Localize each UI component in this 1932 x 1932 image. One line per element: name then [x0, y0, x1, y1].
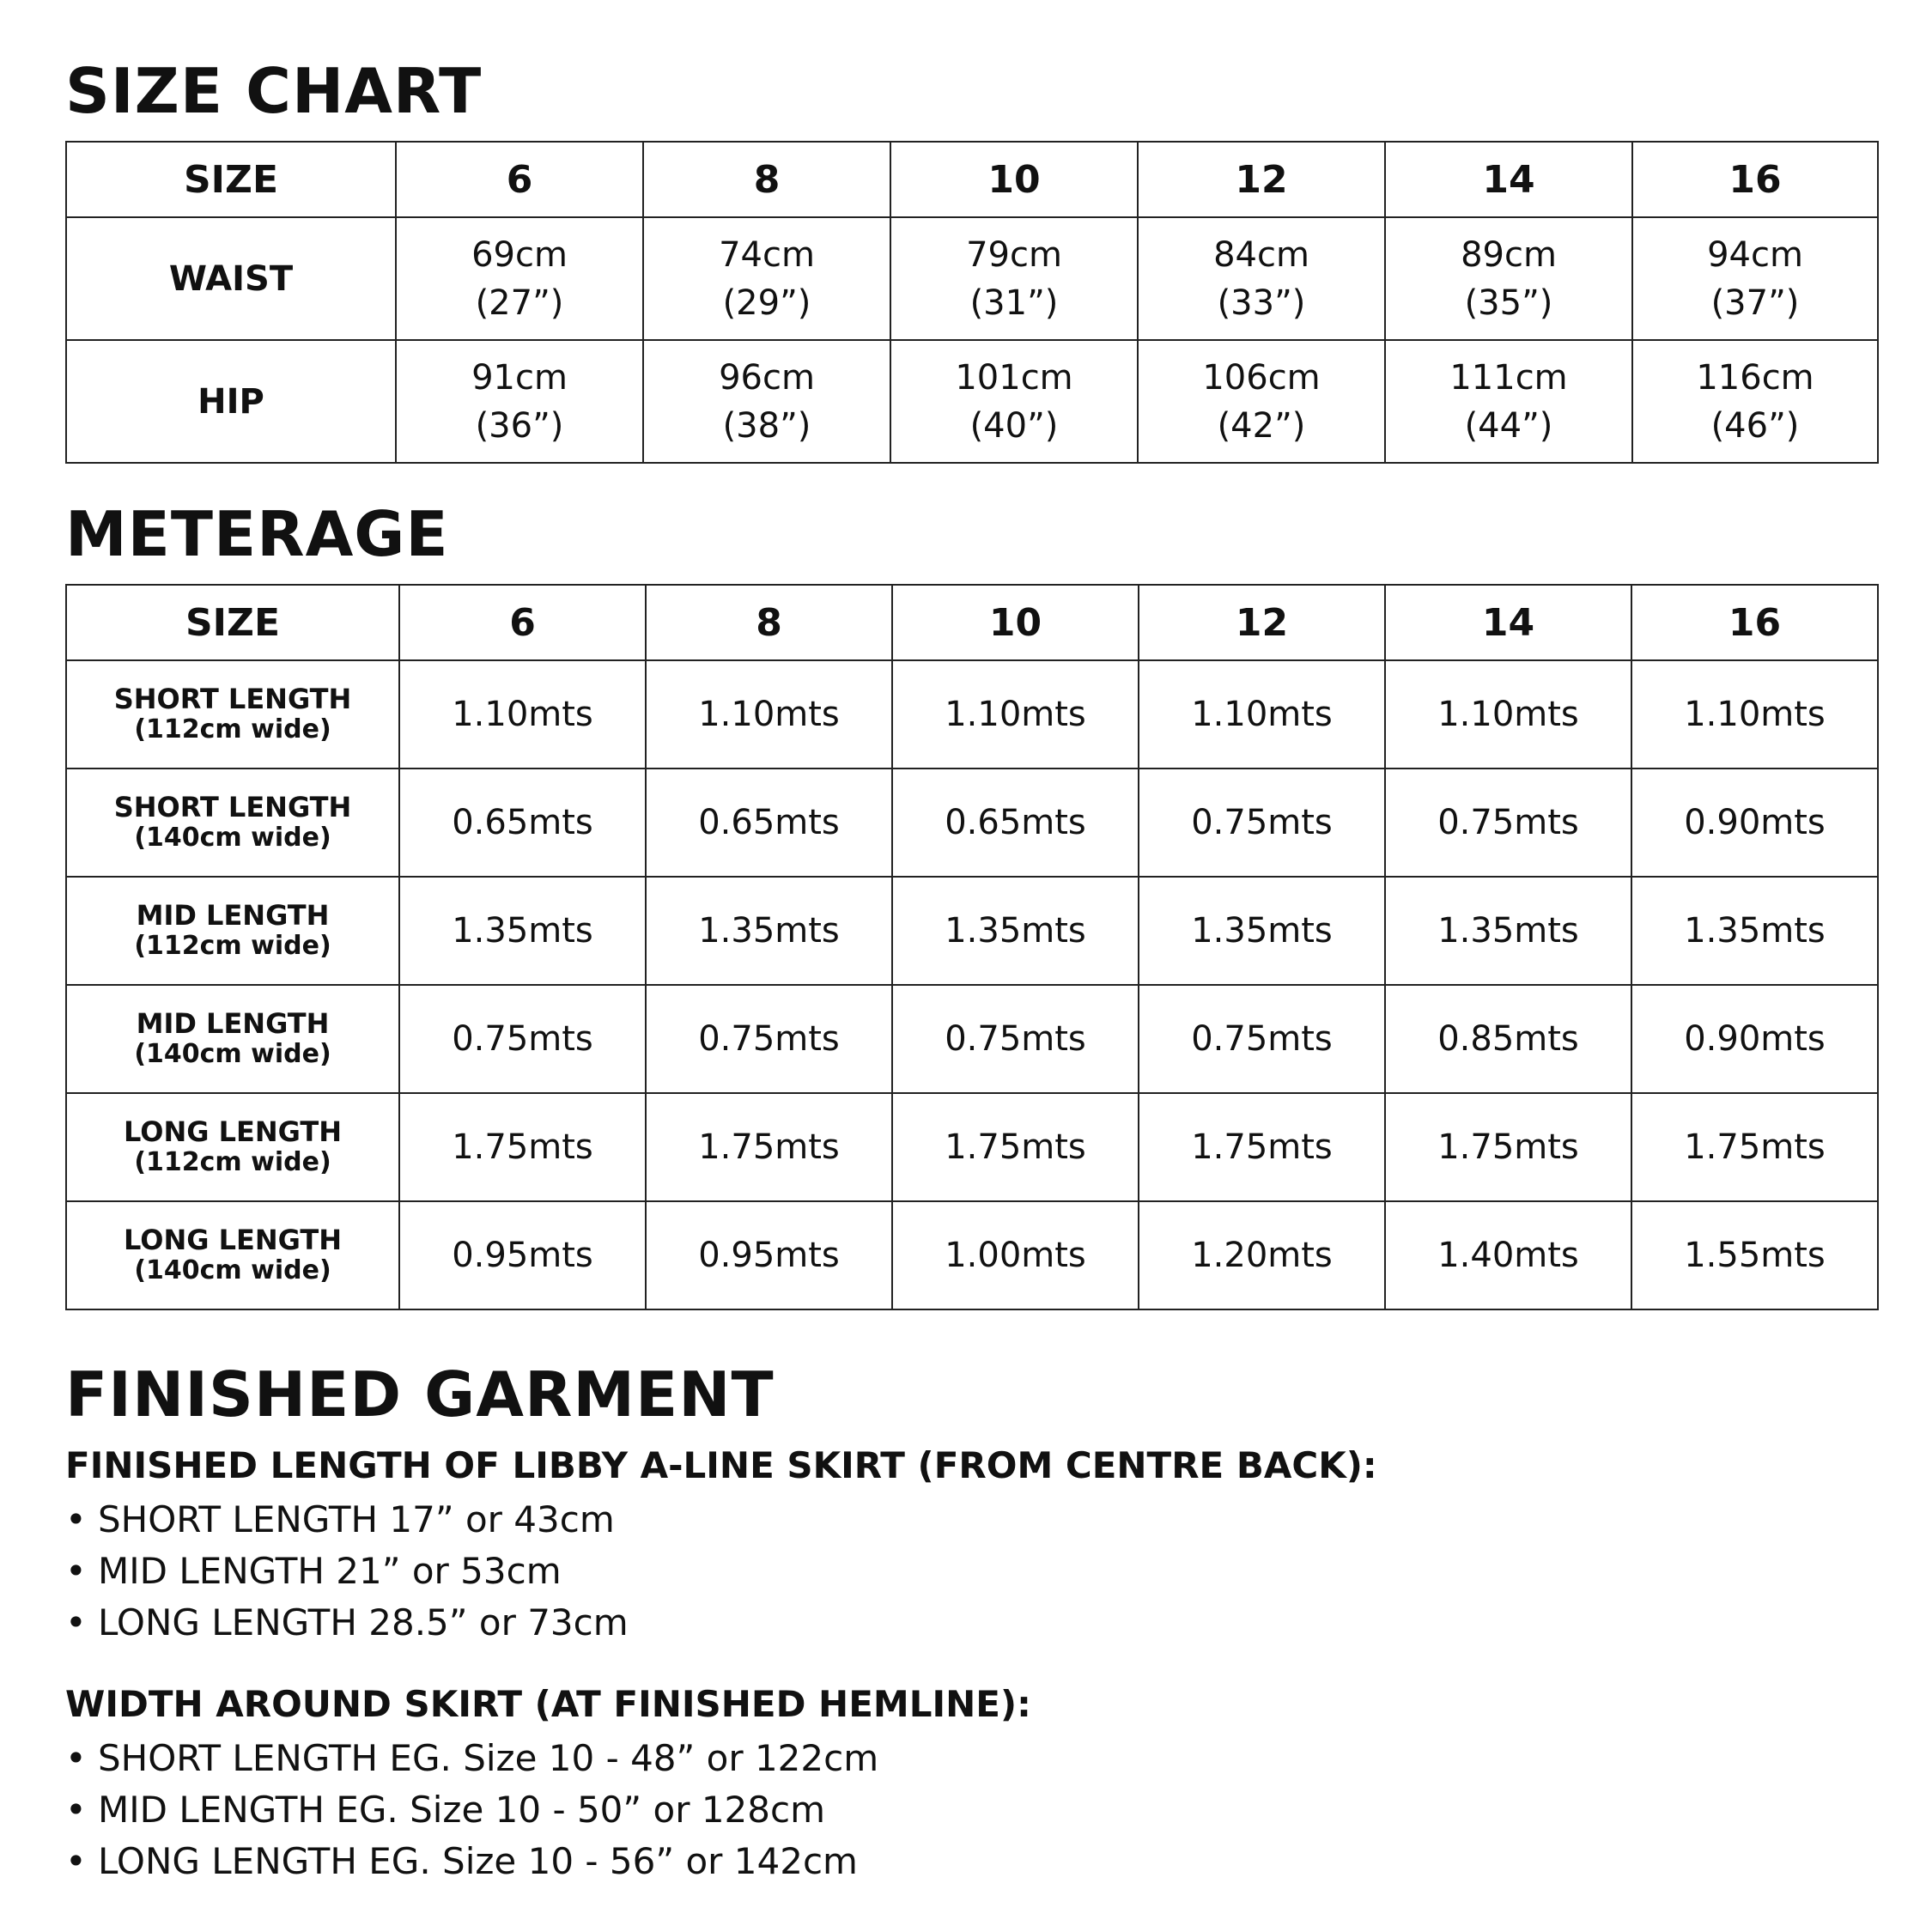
- row-label-main: LONG LENGTH: [124, 1115, 342, 1148]
- row-label-main: LONG LENGTH: [124, 1224, 342, 1256]
- table-cell: 0.65mts: [646, 769, 892, 877]
- table-cell: 1.10mts: [1385, 660, 1631, 769]
- table-cell: 0.75mts: [1139, 769, 1385, 877]
- header-cell: 10: [890, 142, 1138, 217]
- header-cell: 8: [646, 585, 892, 660]
- list-item: • MID LENGTH EG. Size 10 - 50” or 128cm: [65, 1784, 878, 1836]
- header-cell: SIZE: [66, 142, 396, 217]
- width-around-skirt-heading: WIDTH AROUND SKIRT (AT FINISHED HEMLINE):: [65, 1683, 1031, 1725]
- row-label-sub: (112cm wide): [134, 714, 331, 744]
- cell-inch: (38”): [722, 405, 811, 446]
- table-cell: 0.95mts: [399, 1201, 646, 1309]
- cell-inch: (40”): [969, 405, 1059, 446]
- list-item: • MID LENGTH 21” or 53cm: [65, 1546, 629, 1597]
- cell-inch: (42”): [1217, 405, 1306, 446]
- size-chart-table: [65, 141, 1879, 464]
- table-cell: [890, 340, 1138, 463]
- table-cell: 0.65mts: [399, 769, 646, 877]
- row-label-main: MID LENGTH: [136, 899, 330, 932]
- row-label-sub: (140cm wide): [134, 1039, 331, 1069]
- cell-inch: (27”): [475, 283, 564, 323]
- header-cell: 12: [1139, 585, 1385, 660]
- cell-cm: 94cm: [1707, 234, 1803, 275]
- table-cell: 1.75mts: [399, 1093, 646, 1201]
- cell-inch: (37”): [1710, 283, 1800, 323]
- table-cell: [643, 217, 890, 340]
- table-cell: 1.75mts: [1631, 1093, 1878, 1201]
- cell-cm: 91cm: [471, 357, 568, 398]
- header-cell: 16: [1632, 142, 1878, 217]
- header-cell: 6: [396, 142, 643, 217]
- table-cell: 1.10mts: [646, 660, 892, 769]
- cell-inch: (31”): [969, 283, 1059, 323]
- cell-inch: (36”): [475, 405, 564, 446]
- table-cell: [1385, 340, 1632, 463]
- table-cell: [396, 340, 643, 463]
- table-row: [66, 769, 1878, 877]
- table-cell: 1.55mts: [1631, 1201, 1878, 1309]
- table-cell: [1138, 217, 1385, 340]
- table-cell: 1.10mts: [399, 660, 646, 769]
- table-row: [66, 340, 1878, 463]
- table-row: [66, 660, 1878, 769]
- table-cell: 0.65mts: [892, 769, 1139, 877]
- table-row: [66, 1093, 1878, 1201]
- header-cell: SIZE: [66, 585, 399, 660]
- table-cell: 1.10mts: [1139, 660, 1385, 769]
- cell-inch: (44”): [1464, 405, 1553, 446]
- table-cell: 0.75mts: [1139, 985, 1385, 1093]
- table-cell: [1385, 217, 1632, 340]
- width-around-skirt-list: [65, 1733, 878, 1887]
- table-row: [66, 1201, 1878, 1309]
- meterage-header-row: [66, 585, 1878, 660]
- row-label: [66, 985, 399, 1093]
- header-cell: 14: [1385, 585, 1631, 660]
- cell-cm: 96cm: [719, 357, 815, 398]
- table-cell: 1.75mts: [646, 1093, 892, 1201]
- row-label: [66, 1093, 399, 1201]
- table-cell: 1.10mts: [1631, 660, 1878, 769]
- cell-inch: (33”): [1217, 283, 1306, 323]
- table-cell: 0.75mts: [646, 985, 892, 1093]
- table-cell: 1.75mts: [892, 1093, 1139, 1201]
- table-cell: 0.75mts: [892, 985, 1139, 1093]
- list-item: • LONG LENGTH EG. Size 10 - 56” or 142cm: [65, 1836, 878, 1887]
- table-cell: [890, 217, 1138, 340]
- row-label-hip: HIP: [66, 340, 396, 463]
- table-cell: 1.35mts: [399, 877, 646, 985]
- header-cell: 12: [1138, 142, 1385, 217]
- table-cell: 0.90mts: [1631, 769, 1878, 877]
- table-cell: 1.35mts: [646, 877, 892, 985]
- table-cell: 0.95mts: [646, 1201, 892, 1309]
- table-cell: 1.40mts: [1385, 1201, 1631, 1309]
- table-cell: [1632, 340, 1878, 463]
- header-cell: 6: [399, 585, 646, 660]
- meterage-table: [65, 584, 1879, 1310]
- cell-inch: (29”): [722, 283, 811, 323]
- cell-inch: (35”): [1464, 283, 1553, 323]
- cell-cm: 101cm: [955, 357, 1073, 398]
- row-label: [66, 769, 399, 877]
- table-cell: 0.75mts: [399, 985, 646, 1093]
- cell-cm: 106cm: [1202, 357, 1321, 398]
- header-cell: 8: [643, 142, 890, 217]
- table-cell: 1.35mts: [1631, 877, 1878, 985]
- header-cell: 10: [892, 585, 1139, 660]
- table-row: [66, 217, 1878, 340]
- cell-cm: 84cm: [1213, 234, 1309, 275]
- row-label-main: SHORT LENGTH: [113, 683, 352, 715]
- cell-cm: 69cm: [471, 234, 568, 275]
- row-label: [66, 1201, 399, 1309]
- row-label-sub: (112cm wide): [134, 931, 331, 961]
- table-cell: 1.75mts: [1385, 1093, 1631, 1201]
- finished-length-list: [65, 1494, 629, 1649]
- row-label: [66, 877, 399, 985]
- table-row: [66, 877, 1878, 985]
- table-cell: 0.90mts: [1631, 985, 1878, 1093]
- table-cell: 1.35mts: [892, 877, 1139, 985]
- table-cell: 1.75mts: [1139, 1093, 1385, 1201]
- cell-cm: 111cm: [1449, 357, 1568, 398]
- table-cell: 1.20mts: [1139, 1201, 1385, 1309]
- table-cell: 0.85mts: [1385, 985, 1631, 1093]
- table-cell: [1632, 217, 1878, 340]
- row-label-sub: (140cm wide): [134, 1255, 331, 1285]
- table-cell: 1.35mts: [1385, 877, 1631, 985]
- cell-inch: (46”): [1710, 405, 1800, 446]
- cell-cm: 79cm: [966, 234, 1062, 275]
- cell-cm: 74cm: [719, 234, 815, 275]
- table-cell: 1.10mts: [892, 660, 1139, 769]
- table-cell: [1138, 340, 1385, 463]
- table-cell: [396, 217, 643, 340]
- cell-cm: 116cm: [1696, 357, 1814, 398]
- row-label-main: MID LENGTH: [136, 1007, 330, 1040]
- list-item: • SHORT LENGTH 17” or 43cm: [65, 1494, 629, 1546]
- table-row: [66, 985, 1878, 1093]
- meterage-title: METERAGE: [65, 498, 449, 570]
- table-cell: [643, 340, 890, 463]
- table-cell: 0.75mts: [1385, 769, 1631, 877]
- row-label-sub: (140cm wide): [134, 823, 331, 853]
- table-cell: 1.00mts: [892, 1201, 1139, 1309]
- row-label-sub: (112cm wide): [134, 1147, 331, 1177]
- finished-garment-title: FINISHED GARMENT: [65, 1358, 775, 1431]
- header-cell: 14: [1385, 142, 1632, 217]
- row-label-main: SHORT LENGTH: [113, 791, 352, 823]
- header-cell: 16: [1631, 585, 1878, 660]
- list-item: • LONG LENGTH 28.5” or 73cm: [65, 1597, 629, 1649]
- size-chart-header-row: [66, 142, 1878, 217]
- cell-cm: 89cm: [1461, 234, 1557, 275]
- row-label-waist: WAIST: [66, 217, 396, 340]
- list-item: • SHORT LENGTH EG. Size 10 - 48” or 122cm: [65, 1733, 878, 1784]
- row-label: [66, 660, 399, 769]
- size-chart-title: SIZE CHART: [65, 55, 483, 127]
- finished-length-heading: FINISHED LENGTH OF LIBBY A-LINE SKIRT (FROM CENTRE BACK):: [65, 1444, 1377, 1486]
- table-cell: 1.35mts: [1139, 877, 1385, 985]
